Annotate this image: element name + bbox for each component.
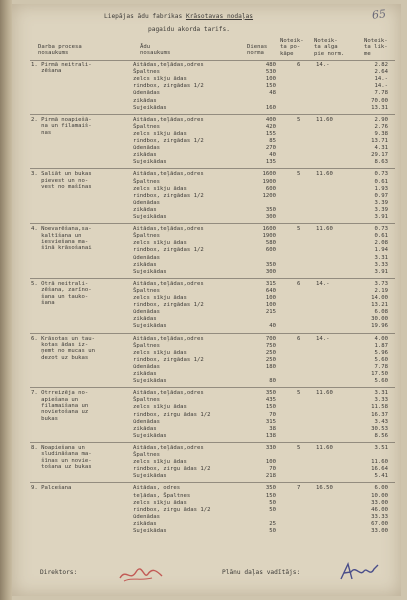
skin-name: zelcs sīkju ādas xyxy=(133,295,187,301)
piece-rate: 3.73 xyxy=(374,280,388,287)
piece-rate: 13.31 xyxy=(371,104,388,111)
page-number-stamp: 65 xyxy=(371,7,387,22)
header-rule xyxy=(30,60,395,61)
skin-name: zikādas xyxy=(133,206,157,213)
daily-norm: 70 xyxy=(269,466,276,473)
piece-rate: 33.33 xyxy=(371,513,388,520)
skin-name: zelcs sīkju ādas xyxy=(133,185,187,192)
daily-norm: 420 xyxy=(265,123,276,130)
daily-norm: 100 xyxy=(265,459,276,466)
piece-rate: 2.08 xyxy=(374,240,388,247)
skin-name: Sujeikādas xyxy=(133,214,167,220)
group-divider xyxy=(30,223,395,224)
skin-name: ūdenādas xyxy=(133,418,160,425)
piece-rate: 14.00 xyxy=(371,295,388,301)
daily-norm: 100 xyxy=(265,295,276,301)
skin-name: Aitādas,teļādas,odres xyxy=(133,280,204,287)
daily-norm: 100 xyxy=(265,302,276,309)
piece-rate: 2.76 xyxy=(374,123,388,130)
process-name: 6. Krāsotas un tau- kotas ādas iz- ņemt no mucas un dezot uz bukas xyxy=(31,335,95,361)
piece-rate: 3.43 xyxy=(374,418,388,425)
skin-name: Aitādas,teļādas,odres xyxy=(133,444,204,451)
tarif-grade: 6 xyxy=(297,62,301,68)
tarif-grade: 5 xyxy=(297,116,301,123)
daily-norm: 100 xyxy=(265,76,276,83)
skin-name: Aitādas, odres xyxy=(133,485,181,492)
daily-norm: 160 xyxy=(265,104,276,111)
skin-name: zikādas xyxy=(133,152,157,159)
piece-rate: 46.00 xyxy=(371,506,388,513)
skin-name: zikādas xyxy=(133,97,157,104)
norm-wage: 14.- xyxy=(316,335,330,342)
skin-name: ūdenādas xyxy=(133,513,160,520)
piece-rate: 0.73 xyxy=(374,226,388,233)
skin-name: Sujeikādas xyxy=(133,323,167,330)
skin-name: rindbox, zirgu ādas 1/2 xyxy=(133,466,211,473)
piece-rate: 33.00 xyxy=(371,528,388,534)
daily-norm: 270 xyxy=(265,145,276,152)
piece-rate: 67.00 xyxy=(371,520,388,527)
norm-wage: 11.60 xyxy=(316,116,333,123)
daily-norm: 150 xyxy=(265,83,276,90)
skin-name: Špaltnes xyxy=(133,397,160,404)
daily-norm: 315 xyxy=(265,418,276,425)
piece-rate: 0.61 xyxy=(374,233,388,240)
skin-name: rindbox, zirgu ādas 1/2 xyxy=(133,506,211,513)
daily-norm: 70 xyxy=(269,411,276,418)
daily-norm: 150 xyxy=(265,492,276,499)
skin-name: zikādas xyxy=(133,371,157,377)
process-name: 5. Otrā neitrali- zēšana, zarīno- šana un tauko- šana xyxy=(31,280,92,307)
col-header-price: Noteik- ta lik- me xyxy=(364,38,388,57)
daily-norm: 50 xyxy=(269,528,276,534)
piece-rate: 7.78 xyxy=(374,90,388,97)
piece-rate: 3.39 xyxy=(374,199,388,206)
daily-norm: 138 xyxy=(265,432,276,439)
tarif-grade: 6 xyxy=(297,335,301,342)
piece-rate: 30.00 xyxy=(371,316,388,323)
skin-name: ūdenādas xyxy=(133,309,160,316)
process-name: 2. Pirmā noapiešā- na un filamaiš- nas xyxy=(31,116,92,136)
title-line-2: pagaidu akorda tarifs. xyxy=(148,26,230,33)
skin-name: Aitādas,teļādas,odres xyxy=(133,116,204,123)
planner-signature xyxy=(338,561,380,583)
daily-norm: 80 xyxy=(269,378,276,385)
col-header-tarif: Noteik- ta po- kāpe xyxy=(280,38,304,57)
skin-name: Sujeikādas xyxy=(133,159,167,166)
process-name: 3. Saliāt un bukas pievest un no- vest no mašīnas xyxy=(31,171,92,191)
skin-name: ūdenādas xyxy=(133,90,160,97)
skin-name: teļādas, Špaltnes xyxy=(133,492,191,499)
skin-name: Špaltnes xyxy=(133,452,160,458)
daily-norm: 1900 xyxy=(262,178,276,185)
daily-norm: 1900 xyxy=(262,233,276,240)
norm-wage: 16.50 xyxy=(316,485,333,492)
skin-name: zikādas xyxy=(133,316,157,323)
piece-rate: 2.64 xyxy=(374,69,388,76)
daily-norm: 300 xyxy=(265,214,276,220)
piece-rate: 3.33 xyxy=(374,397,388,404)
piece-rate: 0.61 xyxy=(374,178,388,185)
skin-name: Špaltnes xyxy=(133,233,160,240)
daily-norm: 530 xyxy=(265,69,276,76)
skin-name: zikādas xyxy=(133,520,157,527)
daily-norm: 600 xyxy=(265,247,276,254)
piece-rate: 1.87 xyxy=(374,342,388,349)
daily-norm: 50 xyxy=(269,499,276,506)
daily-norm: 350 xyxy=(265,261,276,268)
skin-name: rindbox, zirgādas 1/2 xyxy=(133,356,204,363)
planner-label: Plānu daļas vadītājs: xyxy=(222,569,301,576)
piece-rate: 14.- xyxy=(374,83,388,90)
skin-name: Aitādas,teļādas,odres xyxy=(133,226,204,233)
piece-rate: 8.56 xyxy=(374,432,388,439)
skin-name: zelcs sīkju ādas xyxy=(133,349,187,356)
skin-name: rindbox, zirgādas 1/2 xyxy=(133,192,204,199)
tarif-grade: 7 xyxy=(297,485,301,492)
skin-name: zelcs sīkju ādas xyxy=(133,499,187,506)
piece-rate: 11.58 xyxy=(371,404,388,411)
skin-name: rindbox, zirgu ādas 1/2 xyxy=(133,411,211,418)
norm-wage: 11.60 xyxy=(316,444,333,451)
piece-rate: 2.90 xyxy=(374,116,388,123)
piece-rate: 17.50 xyxy=(371,371,388,377)
daily-norm: 135 xyxy=(265,159,276,166)
daily-norm: 38 xyxy=(269,425,276,432)
title-line-1 xyxy=(104,14,253,20)
col-header-norm: Dienas norma xyxy=(247,44,268,57)
daily-norm: 750 xyxy=(265,342,276,349)
process-name: 1. Pirmā neitrali- zēšana xyxy=(31,62,92,75)
daily-norm: 250 xyxy=(265,356,276,363)
skin-name: zikādas xyxy=(133,425,157,432)
piece-rate: 2.82 xyxy=(374,62,388,68)
piece-rate: 7.78 xyxy=(374,363,388,370)
daily-norm: 48 xyxy=(269,90,276,97)
norm-wage: 11.60 xyxy=(316,171,333,178)
piece-rate: 0.97 xyxy=(374,192,388,199)
daily-norm: 180 xyxy=(265,363,276,370)
skin-name: Špaltnes xyxy=(133,342,160,349)
skin-name: zelcs sīkju ādas xyxy=(133,459,187,466)
daily-norm: 700 xyxy=(265,335,276,342)
tarif-grade: 5 xyxy=(297,390,301,397)
col-header-rate: Noteik- ta alga pie norm. xyxy=(314,38,345,57)
piece-rate: 3.31 xyxy=(374,390,388,397)
piece-rate: 3.51 xyxy=(374,444,388,451)
director-signature xyxy=(118,566,164,584)
piece-rate: 10.00 xyxy=(371,492,388,499)
tarif-grade: 5 xyxy=(297,444,301,451)
piece-rate: 3.91 xyxy=(374,268,388,275)
skin-name: Aitādas,teļādas,odres xyxy=(133,62,204,68)
skin-name: Špaltnes xyxy=(133,123,160,130)
skin-name: rindbox, zirgādas 1/2 xyxy=(133,302,204,309)
daily-norm: 400 xyxy=(265,116,276,123)
skin-name: ūdenādas xyxy=(133,254,160,261)
daily-norm: 50 xyxy=(269,506,276,513)
piece-rate: 9.38 xyxy=(374,130,388,137)
daily-norm: 435 xyxy=(265,397,276,404)
skin-name: zikādas xyxy=(133,261,157,268)
binder-edge xyxy=(0,0,12,600)
piece-rate: 29.17 xyxy=(371,152,388,159)
piece-rate: 1.93 xyxy=(374,185,388,192)
group-divider xyxy=(30,333,395,334)
piece-rate: 16.64 xyxy=(371,466,388,473)
daily-norm: 350 xyxy=(265,390,276,397)
piece-rate: 16.37 xyxy=(371,411,388,418)
skin-name: Sujeikādas xyxy=(133,528,167,534)
director-label: Direktors: xyxy=(40,569,78,576)
daily-norm: 640 xyxy=(265,287,276,294)
col-header-process: Darba procesa nosaukums xyxy=(38,44,82,57)
daily-norm: 40 xyxy=(269,323,276,330)
piece-rate: 6.08 xyxy=(374,309,388,316)
piece-rate: 5.60 xyxy=(374,356,388,363)
norm-wage: 14.- xyxy=(316,280,330,287)
skin-name: rindbox, zirgādas 1/2 xyxy=(133,247,204,254)
process-name: 8. Noapiešana un sludināšana ma- šīnas un novie- tošana uz bukas xyxy=(31,444,92,471)
group-divider xyxy=(30,442,395,443)
daily-norm: 1600 xyxy=(262,226,276,233)
skin-name: rindbox, zirgādas 1/2 xyxy=(133,83,204,90)
piece-rate: 5.96 xyxy=(374,349,388,356)
skin-name: Sujeikādas xyxy=(133,432,167,439)
daily-norm: 300 xyxy=(265,268,276,275)
norm-wage: 11.60 xyxy=(316,390,333,397)
skin-name: Sujeikādas xyxy=(133,104,167,111)
process-name: 9. Palcešana xyxy=(31,485,72,492)
piece-rate: 8.63 xyxy=(374,159,388,166)
piece-rate: 0.73 xyxy=(374,171,388,178)
group-divider xyxy=(30,387,395,388)
norm-wage: 14.- xyxy=(316,62,330,68)
piece-rate: 13.21 xyxy=(371,302,388,309)
col-header-skin: Ādu nosaukums xyxy=(140,44,171,57)
skin-name: ūdenādas xyxy=(133,145,160,152)
piece-rate: 30.53 xyxy=(371,425,388,432)
daily-norm: 85 xyxy=(269,138,276,144)
title-department: Krāsotavas nodaļas xyxy=(185,13,254,20)
title-prefix: Liepājas ādu fabrikas xyxy=(104,13,186,20)
piece-rate: 1.94 xyxy=(374,247,388,254)
daily-norm: 25 xyxy=(269,520,276,527)
piece-rate: 19.96 xyxy=(371,323,388,330)
skin-name: ūdenādas xyxy=(133,363,160,370)
skin-name: Aitādas,teļādas,odres xyxy=(133,171,204,178)
daily-norm: 218 xyxy=(265,473,276,480)
piece-rate: 2.19 xyxy=(374,287,388,294)
process-name: 7. Otrreizēja no- apiešana un filamaišana un novietošana uz bukas xyxy=(31,390,89,422)
skin-name: ūdenādas xyxy=(133,199,160,206)
skin-name: rindbox, zirgādas 1/2 xyxy=(133,138,204,144)
daily-norm: 480 xyxy=(265,62,276,68)
group-divider xyxy=(30,482,395,483)
piece-rate: 5.41 xyxy=(374,473,388,480)
skin-name: Sujeikādas xyxy=(133,473,167,480)
group-divider xyxy=(30,168,395,169)
skin-name: Špaltnes xyxy=(133,287,160,294)
daily-norm: 1600 xyxy=(262,171,276,178)
skin-name: Aitādas,teļādas,odres xyxy=(133,335,204,342)
daily-norm: 1200 xyxy=(262,192,276,199)
skin-name: Aitādas,teļādas,odres xyxy=(133,390,204,397)
daily-norm: 215 xyxy=(265,309,276,316)
piece-rate: 4.00 xyxy=(374,335,388,342)
process-name: 4. Noevarēšana,sa- kaltīšana un iesviešana ma- šīnā krāsošanai xyxy=(31,226,92,252)
skin-name: zelcs sīkju ādas xyxy=(133,404,187,411)
skin-name: Sujeikādas xyxy=(133,268,167,275)
daily-norm: 600 xyxy=(265,185,276,192)
skin-name: Sujeikādas xyxy=(133,378,167,385)
piece-rate: 6.00 xyxy=(374,485,388,492)
tarif-grade: 5 xyxy=(297,171,301,178)
daily-norm: 250 xyxy=(265,349,276,356)
daily-norm: 580 xyxy=(265,240,276,247)
piece-rate: 11.60 xyxy=(371,459,388,466)
skin-name: Špaltnes xyxy=(133,69,160,76)
group-divider xyxy=(30,278,395,279)
piece-rate: 4.31 xyxy=(374,145,388,152)
piece-rate: 3.33 xyxy=(374,261,388,268)
group-divider xyxy=(30,114,395,115)
tarif-grade: 5 xyxy=(297,226,301,233)
piece-rate: 3.91 xyxy=(374,214,388,220)
piece-rate: 5.60 xyxy=(374,378,388,385)
piece-rate: 70.00 xyxy=(371,97,388,104)
piece-rate: 3.31 xyxy=(374,254,388,261)
piece-rate: 13.71 xyxy=(371,138,388,144)
daily-norm: 350 xyxy=(265,206,276,213)
daily-norm: 155 xyxy=(265,130,276,137)
piece-rate: 14.- xyxy=(374,76,388,83)
daily-norm: 150 xyxy=(265,404,276,411)
daily-norm: 350 xyxy=(265,485,276,492)
skin-name: Špaltnes xyxy=(133,178,160,185)
skin-name: zelcs sīkju ādas xyxy=(133,76,187,83)
skin-name: zelcs sīkju ādas xyxy=(133,240,187,247)
skin-name: zelcs sīkju ādas xyxy=(133,130,187,137)
tarif-grade: 6 xyxy=(297,280,301,287)
piece-rate: 3.39 xyxy=(374,206,388,213)
daily-norm: 330 xyxy=(265,444,276,451)
daily-norm: 315 xyxy=(265,280,276,287)
norm-wage: 11.60 xyxy=(316,226,333,233)
piece-rate: 33.00 xyxy=(371,499,388,506)
daily-norm: 40 xyxy=(269,152,276,159)
